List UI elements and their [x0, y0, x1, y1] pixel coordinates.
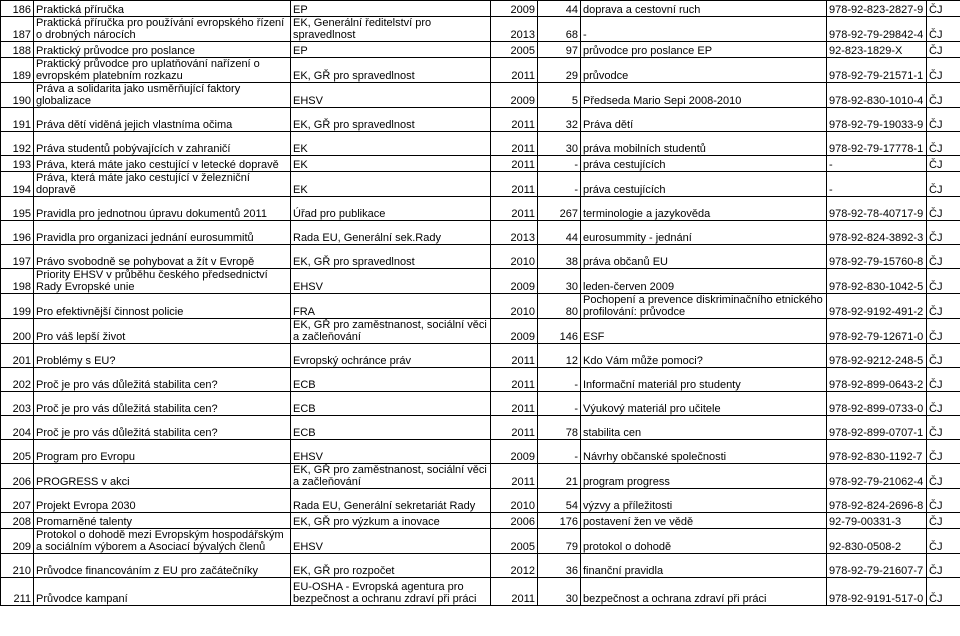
cell-title: Pro váš lepší život — [34, 319, 291, 344]
cell-topic: práva mobilních studentů — [581, 132, 827, 156]
cell-pages: 30 — [538, 132, 581, 156]
cell-year: 2009 — [491, 440, 538, 464]
cell-isbn: 978-92-79-21062-4 — [827, 464, 927, 489]
cell-year: 2011 — [491, 368, 538, 392]
cell-isbn: 92-823-1829-X — [827, 42, 927, 58]
cell-language: ČJ — [927, 440, 960, 464]
cell-title: Práva a solidarita jako usměrňující faktory globalizace — [34, 83, 291, 108]
cell-publisher: EK — [291, 156, 491, 172]
table-row — [1, 319, 960, 344]
table-row — [1, 42, 960, 58]
cell-language: ČJ — [927, 83, 960, 108]
cell-year: 2011 — [491, 344, 538, 368]
cell-isbn: 978-92-824-3892-3 — [827, 221, 927, 245]
cell-year: 2009 — [491, 319, 538, 344]
cell-isbn: 978-92-79-29842-4 — [827, 17, 927, 42]
cell-number: 195 — [1, 197, 34, 221]
cell-title: Práva, která máte jako cestující v letecké dopravě — [34, 156, 291, 172]
cell-publisher: EK, GŘ pro rozpočet — [291, 554, 491, 578]
cell-publisher: Úřad pro publikace — [291, 197, 491, 221]
cell-number: 188 — [1, 42, 34, 58]
cell-language: ČJ — [927, 1, 960, 17]
cell-language: ČJ — [927, 58, 960, 83]
cell-number: 187 — [1, 17, 34, 42]
cell-pages: 32 — [538, 108, 581, 132]
cell-number: 197 — [1, 245, 34, 269]
cell-title: PROGRESS v akci — [34, 464, 291, 489]
cell-pages: 38 — [538, 245, 581, 269]
table-row — [1, 172, 960, 197]
cell-title: Proč je pro vás důležitá stabilita cen? — [34, 416, 291, 440]
cell-publisher: EHSV — [291, 440, 491, 464]
cell-topic: Návrhy občanské společnosti — [581, 440, 827, 464]
cell-publisher: EK, Generální ředitelství pro spravedlnost — [291, 17, 491, 42]
cell-language: ČJ — [927, 392, 960, 416]
cell-topic: práva cestujících — [581, 172, 827, 197]
cell-publisher: EK — [291, 132, 491, 156]
cell-publisher: FRA — [291, 294, 491, 319]
cell-language: ČJ — [927, 269, 960, 294]
cell-title: Práva, která máte jako cestující v železniční dopravě — [34, 172, 291, 197]
cell-number: 194 — [1, 172, 34, 197]
cell-number: 208 — [1, 513, 34, 529]
cell-number: 207 — [1, 489, 34, 513]
table-body — [1, 1, 960, 606]
cell-publisher: EK, GŘ pro spravedlnost — [291, 108, 491, 132]
cell-topic: - — [581, 17, 827, 42]
cell-publisher: EP — [291, 42, 491, 58]
cell-isbn: 978-92-9192-491-2 — [827, 294, 927, 319]
cell-pages: - — [538, 392, 581, 416]
cell-title: Proč je pro vás důležitá stabilita cen? — [34, 368, 291, 392]
cell-title: Protokol o dohodě mezi Evropským hospodářským a sociálním výborem a Asociací bývalých členů — [34, 529, 291, 554]
cell-title: Právo svobodně se pohybovat a žít v Evropě — [34, 245, 291, 269]
cell-title: Průvodce kampaní — [34, 578, 291, 606]
cell-publisher: EK, GŘ pro spravedlnost — [291, 58, 491, 83]
cell-isbn: 978-92-830-1042-5 — [827, 269, 927, 294]
cell-pages: 68 — [538, 17, 581, 42]
cell-pages: 146 — [538, 319, 581, 344]
cell-title: Praktický průvodce pro poslance — [34, 42, 291, 58]
cell-title: Průvodce financováním z EU pro začátečníky — [34, 554, 291, 578]
cell-language: ČJ — [927, 344, 960, 368]
cell-topic: Výukový materiál pro učitele — [581, 392, 827, 416]
cell-isbn: 92-79-00331-3 — [827, 513, 927, 529]
cell-pages: 97 — [538, 42, 581, 58]
table-row — [1, 416, 960, 440]
table-row — [1, 221, 960, 245]
table-row — [1, 197, 960, 221]
cell-title: Pravidla pro organizaci jednání eurosummitů — [34, 221, 291, 245]
cell-language: ČJ — [927, 42, 960, 58]
cell-language: ČJ — [927, 578, 960, 606]
cell-topic: práva cestujících — [581, 156, 827, 172]
table-row — [1, 513, 960, 529]
cell-topic: průvodce pro poslance EP — [581, 42, 827, 58]
cell-publisher: EP — [291, 1, 491, 17]
cell-year: 2009 — [491, 83, 538, 108]
cell-language: ČJ — [927, 294, 960, 319]
cell-topic: práva občanů EU — [581, 245, 827, 269]
cell-publisher: EHSV — [291, 269, 491, 294]
cell-isbn: 978-92-830-1010-4 — [827, 83, 927, 108]
cell-language: ČJ — [927, 464, 960, 489]
cell-language: ČJ — [927, 529, 960, 554]
cell-year: 2005 — [491, 42, 538, 58]
cell-language: ČJ — [927, 172, 960, 197]
cell-year: 2009 — [491, 269, 538, 294]
cell-publisher: ECB — [291, 416, 491, 440]
cell-language: ČJ — [927, 513, 960, 529]
cell-year: 2009 — [491, 1, 538, 17]
cell-pages: 267 — [538, 197, 581, 221]
table-row — [1, 132, 960, 156]
cell-topic: protokol o dohodě — [581, 529, 827, 554]
cell-pages: 30 — [538, 578, 581, 606]
table-row — [1, 17, 960, 42]
cell-year: 2010 — [491, 294, 538, 319]
cell-topic: postavení žen ve vědě — [581, 513, 827, 529]
cell-year: 2006 — [491, 513, 538, 529]
cell-number: 201 — [1, 344, 34, 368]
cell-publisher: EK, GŘ pro zaměstnanost, sociální věci a začleňování — [291, 319, 491, 344]
cell-isbn: 978-92-899-0707-1 — [827, 416, 927, 440]
cell-language: ČJ — [927, 156, 960, 172]
cell-topic: průvodce — [581, 58, 827, 83]
cell-isbn: 978-92-899-0643-2 — [827, 368, 927, 392]
table-row — [1, 440, 960, 464]
cell-year: 2011 — [491, 578, 538, 606]
cell-title: Pravidla pro jednotnou úpravu dokumentů 2011 — [34, 197, 291, 221]
cell-language: ČJ — [927, 108, 960, 132]
cell-isbn: 978-92-79-21607-7 — [827, 554, 927, 578]
cell-title: Projekt Evropa 2030 — [34, 489, 291, 513]
cell-language: ČJ — [927, 17, 960, 42]
cell-topic: Informační materiál pro studenty — [581, 368, 827, 392]
cell-title: Praktická příručka — [34, 1, 291, 17]
cell-number: 198 — [1, 269, 34, 294]
cell-language: ČJ — [927, 245, 960, 269]
cell-isbn: 978-92-79-15760-8 — [827, 245, 927, 269]
table-row — [1, 368, 960, 392]
cell-isbn: 978-92-824-2696-8 — [827, 489, 927, 513]
cell-topic: Pochopení a prevence diskriminačního etnického profilování: průvodce — [581, 294, 827, 319]
cell-topic: eurosummity - jednání — [581, 221, 827, 245]
cell-title: Problémy s EU? — [34, 344, 291, 368]
cell-topic: Práva dětí — [581, 108, 827, 132]
cell-pages: 80 — [538, 294, 581, 319]
cell-language: ČJ — [927, 221, 960, 245]
cell-year: 2012 — [491, 554, 538, 578]
cell-pages: 54 — [538, 489, 581, 513]
cell-language: ČJ — [927, 197, 960, 221]
cell-number: 209 — [1, 529, 34, 554]
table-row — [1, 269, 960, 294]
cell-topic: bezpečnost a ochrana zdraví při práci — [581, 578, 827, 606]
cell-topic: leden-červen 2009 — [581, 269, 827, 294]
cell-isbn: - — [827, 172, 927, 197]
cell-isbn: 978-92-823-2827-9 — [827, 1, 927, 17]
table-row — [1, 108, 960, 132]
cell-publisher: Evropský ochránce práv — [291, 344, 491, 368]
cell-year: 2011 — [491, 464, 538, 489]
cell-number: 192 — [1, 132, 34, 156]
cell-publisher: EHSV — [291, 529, 491, 554]
table-row — [1, 58, 960, 83]
cell-publisher: EK, GŘ pro spravedlnost — [291, 245, 491, 269]
cell-year: 2013 — [491, 17, 538, 42]
cell-title: Práva dětí viděná jejich vlastníma očima — [34, 108, 291, 132]
cell-year: 2011 — [491, 156, 538, 172]
cell-pages: 36 — [538, 554, 581, 578]
cell-language: ČJ — [927, 319, 960, 344]
cell-number: 189 — [1, 58, 34, 83]
cell-isbn: 978-92-9191-517-0 — [827, 578, 927, 606]
cell-isbn: 978-92-79-12671-0 — [827, 319, 927, 344]
cell-year: 2005 — [491, 529, 538, 554]
cell-number: 203 — [1, 392, 34, 416]
cell-pages: - — [538, 440, 581, 464]
cell-language: ČJ — [927, 132, 960, 156]
cell-year: 2011 — [491, 132, 538, 156]
cell-pages: - — [538, 172, 581, 197]
cell-year: 2011 — [491, 416, 538, 440]
cell-publisher: EU-OSHA - Evropská agentura pro bezpečnost a ochranu zdraví při práci — [291, 578, 491, 606]
cell-number: 199 — [1, 294, 34, 319]
cell-language: ČJ — [927, 554, 960, 578]
cell-year: 2010 — [491, 245, 538, 269]
cell-isbn: 92-830-0508-2 — [827, 529, 927, 554]
table-row — [1, 578, 960, 606]
cell-title: Program pro Evropu — [34, 440, 291, 464]
cell-isbn: 978-92-79-19033-9 — [827, 108, 927, 132]
cell-number: 211 — [1, 578, 34, 606]
cell-topic: Kdo Vám může pomoci? — [581, 344, 827, 368]
cell-isbn: 978-92-79-17778-1 — [827, 132, 927, 156]
cell-number: 205 — [1, 440, 34, 464]
cell-title: Práva studentů pobývajících v zahraničí — [34, 132, 291, 156]
cell-publisher: Rada EU, Generální sek.Rady — [291, 221, 491, 245]
cell-topic: Předseda Mario Sepi 2008-2010 — [581, 83, 827, 108]
cell-number: 210 — [1, 554, 34, 578]
table-row — [1, 1, 960, 17]
cell-title: Proč je pro vás důležitá stabilita cen? — [34, 392, 291, 416]
cell-publisher: ECB — [291, 392, 491, 416]
cell-year: 2011 — [491, 172, 538, 197]
cell-number: 186 — [1, 1, 34, 17]
table-row — [1, 529, 960, 554]
cell-year: 2010 — [491, 489, 538, 513]
cell-number: 196 — [1, 221, 34, 245]
cell-title: Praktická příručka pro používání evropského řízení o drobných nárocích — [34, 17, 291, 42]
cell-language: ČJ — [927, 416, 960, 440]
cell-pages: 44 — [538, 221, 581, 245]
cell-topic: stabilita cen — [581, 416, 827, 440]
table-row — [1, 245, 960, 269]
cell-pages: 44 — [538, 1, 581, 17]
cell-isbn: 978-92-78-40717-9 — [827, 197, 927, 221]
table-row — [1, 294, 960, 319]
cell-topic: terminologie a jazykověda — [581, 197, 827, 221]
cell-year: 2013 — [491, 221, 538, 245]
cell-year: 2011 — [491, 108, 538, 132]
cell-isbn: 978-92-899-0733-0 — [827, 392, 927, 416]
cell-publisher: EK — [291, 172, 491, 197]
cell-pages: 78 — [538, 416, 581, 440]
cell-number: 204 — [1, 416, 34, 440]
cell-pages: - — [538, 156, 581, 172]
cell-number: 191 — [1, 108, 34, 132]
cell-pages: 12 — [538, 344, 581, 368]
cell-title: Priority EHSV v průběhu českého předsednictví Rady Evropské unie — [34, 269, 291, 294]
cell-number: 202 — [1, 368, 34, 392]
cell-topic: ESF — [581, 319, 827, 344]
cell-title: Praktický průvodce pro uplatňování nařízení o evropském platebním rozkazu — [34, 58, 291, 83]
cell-publisher: EHSV — [291, 83, 491, 108]
cell-isbn: - — [827, 156, 927, 172]
cell-isbn: 978-92-830-1192-7 — [827, 440, 927, 464]
cell-pages: 176 — [538, 513, 581, 529]
table-row — [1, 489, 960, 513]
cell-year: 2011 — [491, 58, 538, 83]
cell-pages: 21 — [538, 464, 581, 489]
cell-publisher: EK, GŘ pro zaměstnanost, sociální věci a začleňování — [291, 464, 491, 489]
table-row — [1, 554, 960, 578]
cell-pages: 5 — [538, 83, 581, 108]
cell-year: 2011 — [491, 392, 538, 416]
cell-language: ČJ — [927, 368, 960, 392]
cell-isbn: 978-92-79-21571-1 — [827, 58, 927, 83]
cell-number: 193 — [1, 156, 34, 172]
cell-pages: - — [538, 368, 581, 392]
cell-topic: finanční pravidla — [581, 554, 827, 578]
table-row — [1, 344, 960, 368]
cell-year: 2011 — [491, 197, 538, 221]
cell-pages: 79 — [538, 529, 581, 554]
cell-publisher: Rada EU, Generální sekretariát Rady — [291, 489, 491, 513]
cell-topic: doprava a cestovní ruch — [581, 1, 827, 17]
table-row — [1, 464, 960, 489]
cell-topic: výzvy a příležitosti — [581, 489, 827, 513]
cell-language: ČJ — [927, 489, 960, 513]
cell-pages: 30 — [538, 269, 581, 294]
table-row — [1, 392, 960, 416]
cell-number: 206 — [1, 464, 34, 489]
cell-number: 190 — [1, 83, 34, 108]
cell-title: Pro efektivnější činnost policie — [34, 294, 291, 319]
table-row — [1, 83, 960, 108]
cell-title: Promarněné talenty — [34, 513, 291, 529]
table-row — [1, 156, 960, 172]
cell-number: 200 — [1, 319, 34, 344]
cell-pages: 29 — [538, 58, 581, 83]
cell-publisher: EK, GŘ pro výzkum a inovace — [291, 513, 491, 529]
cell-publisher: ECB — [291, 368, 491, 392]
cell-isbn: 978-92-9212-248-5 — [827, 344, 927, 368]
cell-topic: program progress — [581, 464, 827, 489]
